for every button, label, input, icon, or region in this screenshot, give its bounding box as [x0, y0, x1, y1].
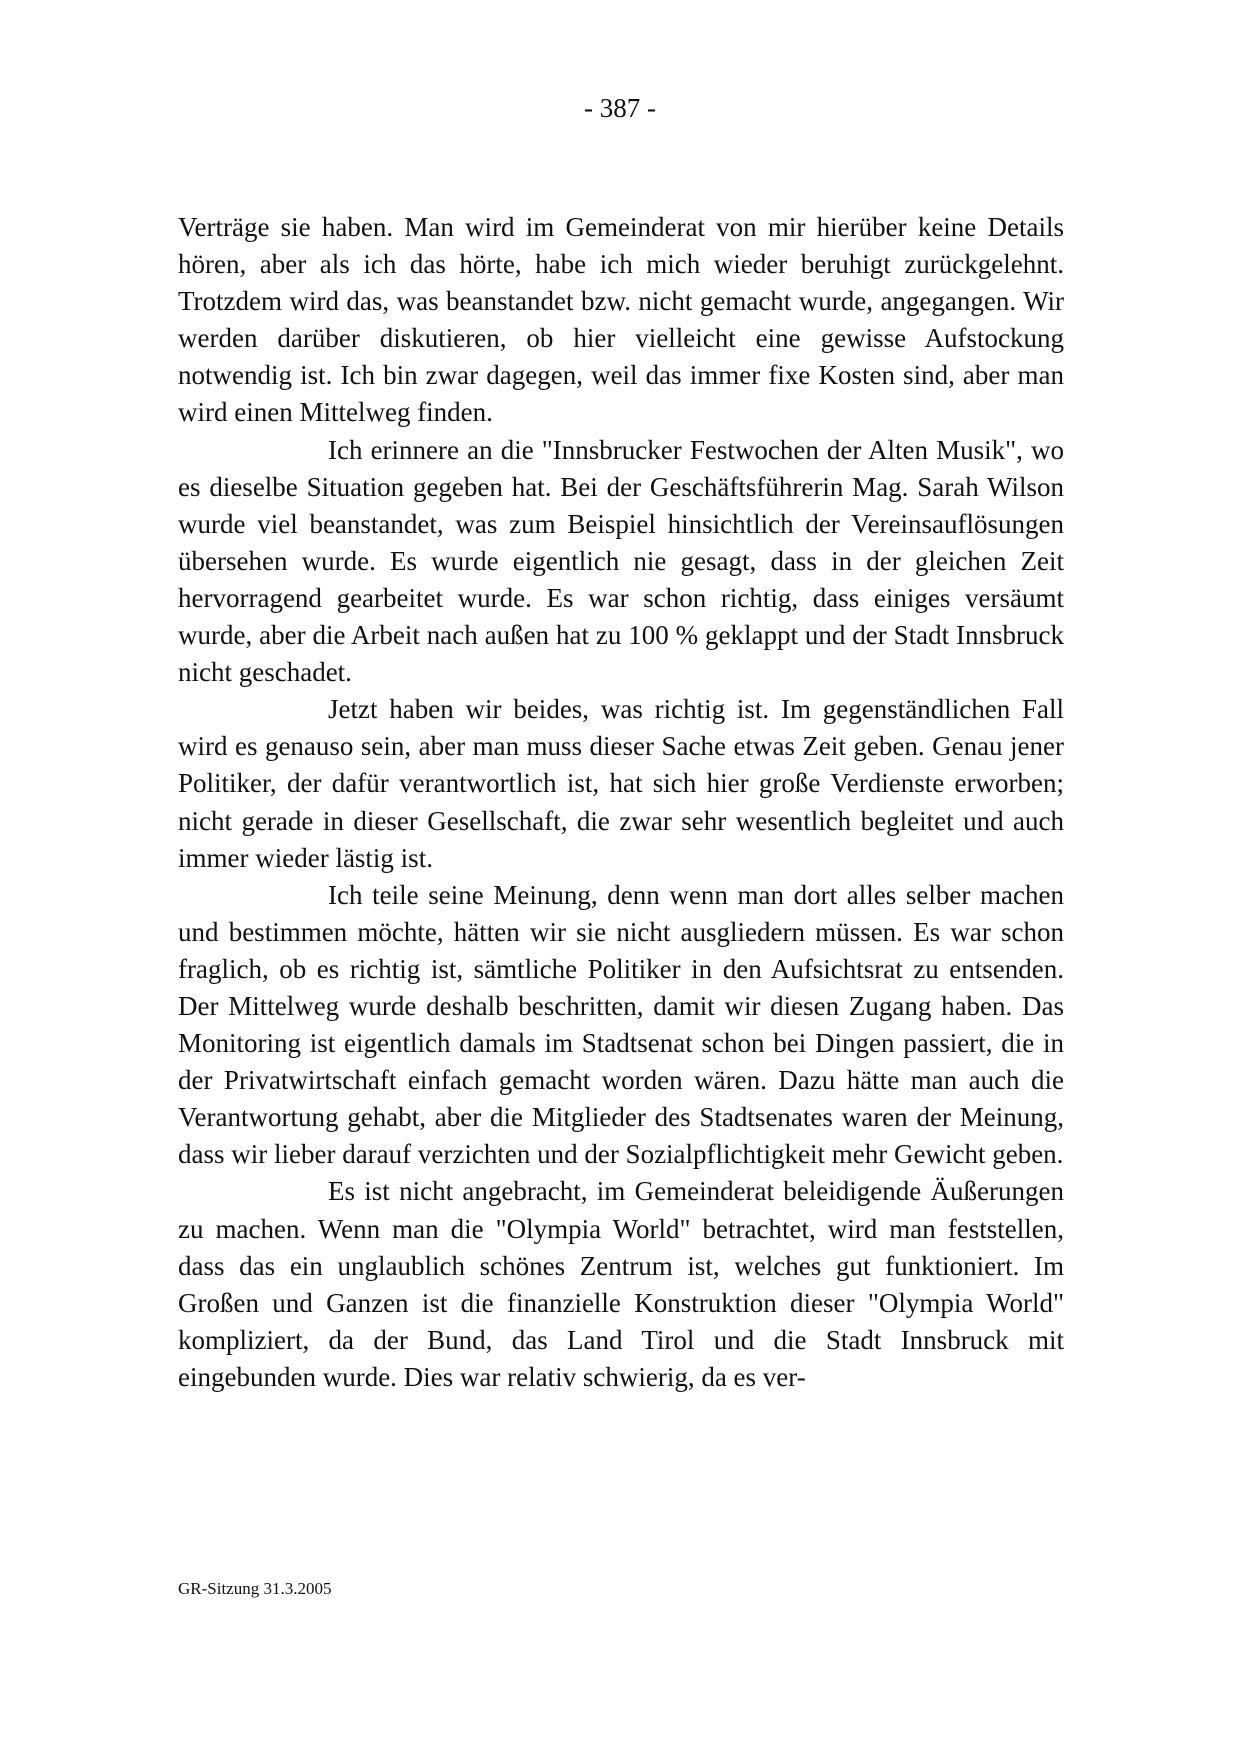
paragraph-4: Ich teile seine Meinung, denn wenn man dort alles selber machen und bestimmen möchte, hätten wir sie nicht ausgliedern müssen. Es war schon fraglich, ob es richtig ist, sämtliche Politiker in den Aufsichtsrat zu entsenden. Der Mittelweg wurde deshalb beschritten, damit wir diesen Zugang haben. Das Monitoring ist eigentlich damals im Stadtsenat schon bei Dingen passiert, die in der Privatwirtschaft einfach gemacht worden wären. Dazu hätte man auch die Verantwortung gehabt, aber die Mitglieder des Stadtsenates waren der Meinung, dass wir lieber darauf verzichten und der Sozialpflichtigkeit mehr Gewicht geben.	[178, 879, 1064, 1170]
paragraph-3: Jetzt haben wir beides, was richtig ist. Im gegenständlichen Fall wird es genauso sein, aber man muss dieser Sache etwas Zeit geben. Genau jener Politiker, der dafür verantwortlich ist, hat sich hier große Verdienste erworben; nicht gerade in dieser Gesellschaft, die zwar sehr wesentlich begleitet und auch immer wieder lästig ist.	[178, 694, 1064, 873]
page-number: - 387 -	[584, 93, 656, 123]
paragraph-5: Es ist nicht angebracht, im Gemeinderat beleidigende Äußerungen zu machen. Wenn man die "Olympia World" betrachtet, wird man feststellen, dass das ein unglaublich schönes Zentrum ist, welches gut funktioniert. Im Großen und Ganzen ist die finanzielle Konstruktion dieser "Olympia World" kompliziert, da der Bund, das Land Tirol und die Stadt Innsbruck mit eingebunden wurde. Dies war relativ schwierig, da es ver-	[178, 1176, 1064, 1392]
paragraph-1: Verträge sie haben. Man wird im Gemeinderat von mir hierüber keine Details hören, aber als ich das hörte, habe ich mich wieder beruhigt zurückgelehnt. Trotzdem wird das, was beanstandet bzw. nicht gemacht wurde, angegangen. Wir werden darüber diskutieren, ob hier vielleicht eine gewisse Aufstockung notwendig ist. Ich bin zwar dagegen, weil das immer fixe Kosten sind, aber man wird einen Mittelweg finden.	[178, 212, 1064, 428]
paragraph-2: Ich erinnere an die "Innsbrucker Festwochen der Alten Musik", wo es dieselbe Situation gegeben hat. Bei der Geschäftsführerin Mag. Sarah Wilson wurde viel beanstandet, was zum Beispiel hinsichtlich der Vereinsauflösungen übersehen wurde. Es wurde eigentlich nie gesagt, dass in der gleichen Zeit hervorragend gearbeitet wurde. Es war schon richtig, dass einiges versäumt wurde, aber die Arbeit nach außen hat zu 100 % geklappt und der Stadt Innsbruck nicht geschadet.	[178, 434, 1064, 688]
body-text	[178, 209, 1064, 1396]
page-footer: GR-Sitzung 31.3.2005	[178, 1579, 332, 1598]
